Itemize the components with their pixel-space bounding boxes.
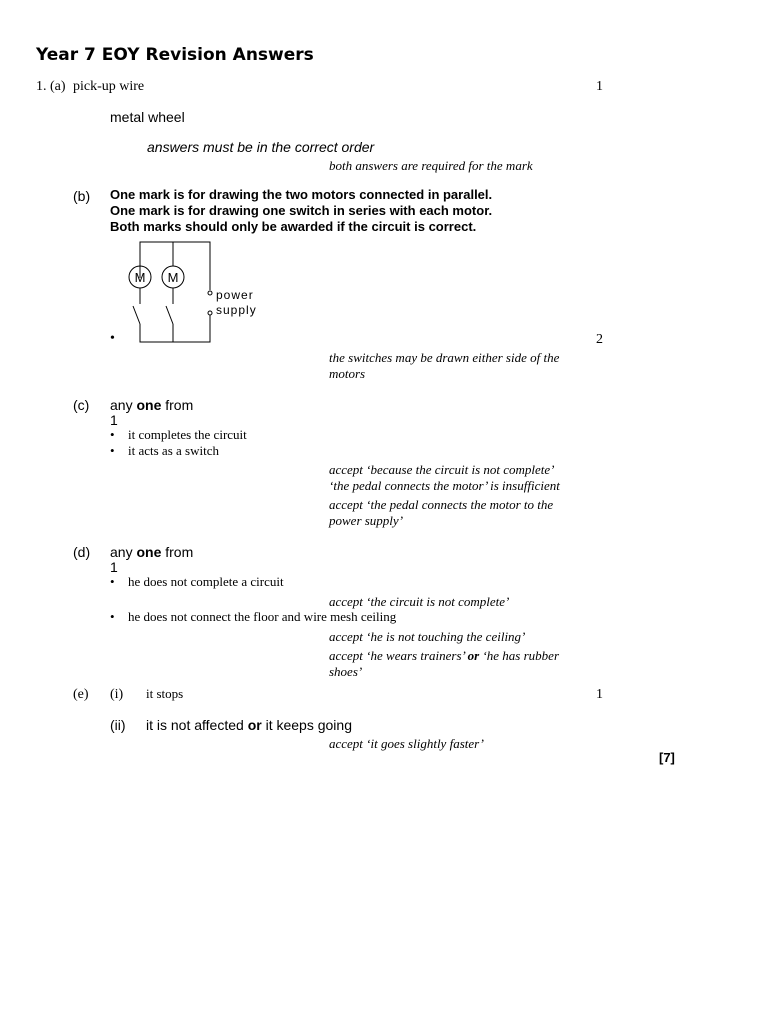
- part-e-ii-note: accept ‘it goes slightly faster’: [329, 736, 485, 751]
- part-c-instruction: any one from: [110, 397, 194, 413]
- parallel-circuit-diagram: [120, 238, 270, 348]
- part-c-bullet-1: • it completes the circuit: [128, 428, 247, 443]
- question-number: 1.: [36, 79, 47, 94]
- part-a-answer2: metal wheel: [110, 109, 185, 125]
- part-c-note2-line2: power supply’: [329, 513, 404, 528]
- terminal-bottom-icon: [208, 311, 212, 315]
- terminal-top-icon: [208, 291, 212, 295]
- part-d-note3-line1: accept ‘he wears trainers’ or ‘he has rubber: [329, 648, 559, 663]
- bottom-wire: [140, 315, 210, 342]
- power-supply-label-1: power: [216, 288, 254, 302]
- switch-1-icon: [133, 306, 140, 324]
- part-e-label: (e): [73, 687, 89, 702]
- part-d-note2: accept ‘he is not touching the ceiling’: [329, 629, 526, 644]
- part-a-answer1: pick-up wire: [73, 79, 145, 94]
- motor-1-label: M: [134, 270, 146, 285]
- part-a-marks: 1: [596, 79, 603, 94]
- part-d-label: (d): [73, 544, 91, 560]
- part-c-one: one: [136, 397, 162, 413]
- part-a-note2: both answers are required for the mark: [329, 158, 533, 173]
- part-d-bullet-1: • he does not complete a circuit: [128, 575, 284, 590]
- part-e-i-marks: 1: [596, 687, 603, 702]
- part-b-marks: 2: [596, 332, 603, 347]
- part-c-note2-line1: accept ‘the pedal connects the motor to the: [329, 497, 554, 512]
- part-d-note3-line2: shoes’: [329, 664, 363, 679]
- part-d-count: 1: [110, 559, 118, 575]
- bullet-icon: •: [110, 331, 115, 346]
- part-a-note1: answers must be in the correct order: [147, 139, 375, 155]
- part-b-line1: One mark is for drawing the two motors connected in parallel.: [110, 187, 493, 202]
- part-d-bullet-2: • he does not connect the floor and wire mesh ceiling: [128, 610, 396, 625]
- part-b-line2: One mark is for drawing one switch in series with each motor.: [110, 203, 493, 218]
- power-supply-label-2: supply: [216, 303, 257, 317]
- part-d-note3-or: or: [467, 648, 480, 663]
- switch-2-icon: [166, 306, 173, 324]
- motor-2-label: M: [167, 270, 179, 285]
- part-d-note1: accept ‘the circuit is not complete’: [329, 594, 510, 609]
- part-e-ii-label: (ii): [110, 717, 126, 733]
- part-e-ii-or: or: [247, 717, 262, 733]
- part-e-i-answer: it stops: [146, 686, 184, 701]
- part-c-label: (c): [73, 397, 90, 413]
- part-b-label: (b): [73, 188, 91, 204]
- part-e-i-label: (i): [110, 687, 124, 702]
- part-c-note1-line2: ‘the pedal connects the motor’ is insufficient: [329, 478, 560, 493]
- part-b-note-line2: motors: [329, 366, 366, 381]
- part-e-ii-answer: it is not affected or it keeps going: [146, 717, 352, 733]
- total-marks: [7]: [659, 750, 675, 765]
- part-b-line3: Both marks should only be awarded if the circuit is correct.: [110, 219, 477, 234]
- part-b-note-line1: the switches may be drawn either side of the: [329, 350, 560, 365]
- part-c-count: 1: [110, 412, 118, 428]
- part-d-one: one: [136, 544, 162, 560]
- part-a-label: (a): [50, 79, 66, 94]
- part-c-note1-line1: accept ‘because the circuit is not complete’: [329, 462, 555, 477]
- part-d-instruction: any one from: [110, 544, 194, 560]
- part-c-bullet-2: • it acts as a switch: [128, 444, 219, 459]
- page-title: Year 7 EOY Revision Answers: [36, 45, 314, 65]
